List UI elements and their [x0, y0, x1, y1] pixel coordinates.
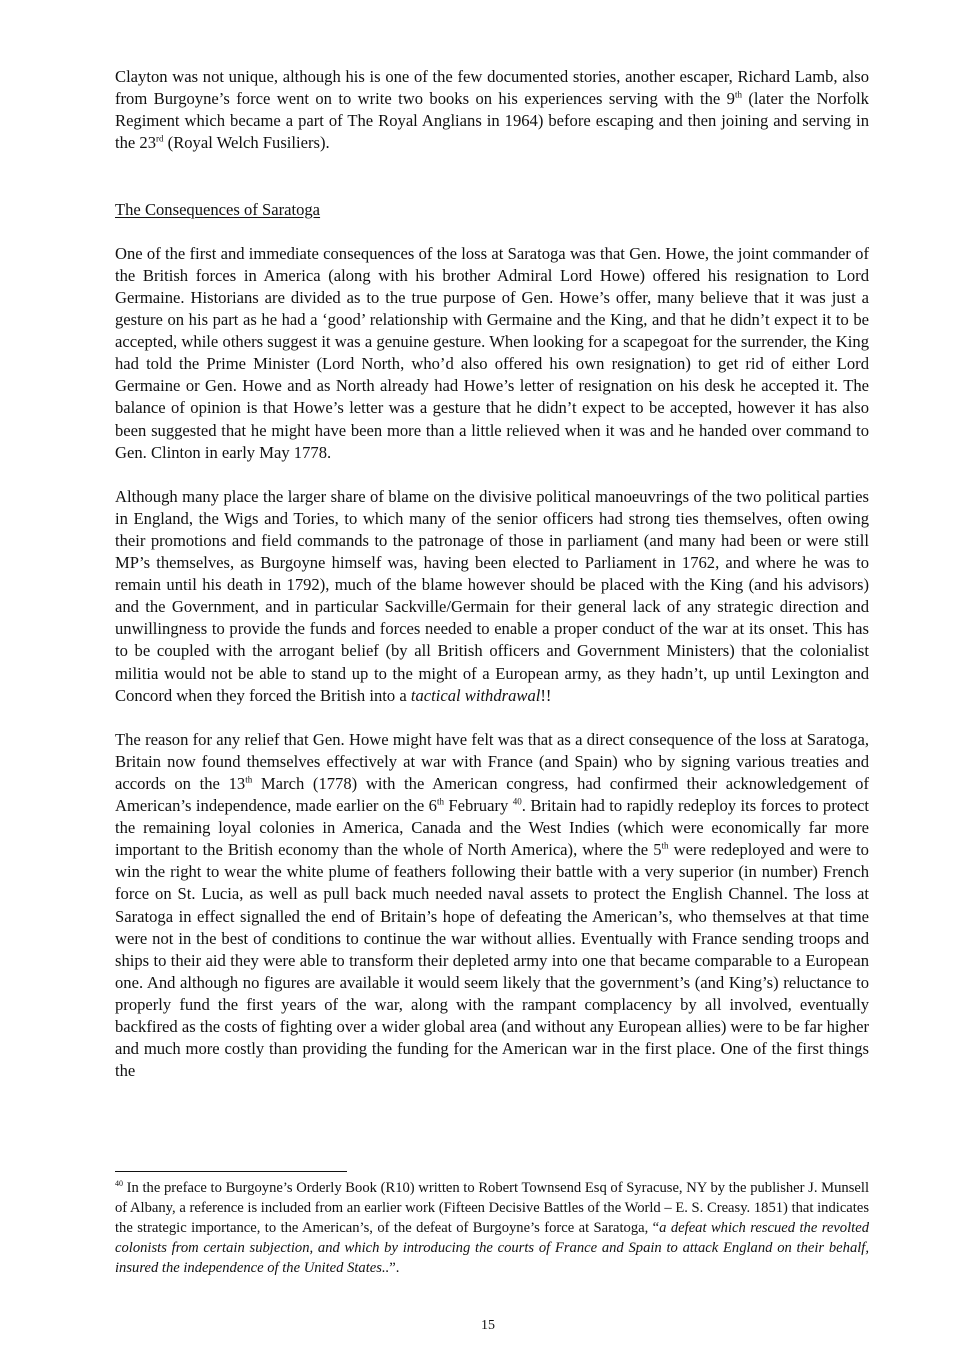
ordinal-suffix: th: [661, 840, 669, 851]
text-run: March (1778) with the American congress, had confirmed their acknowledgement of American’s independence, made earlier on the 6: [115, 774, 870, 816]
text-run: Clayton was not unique, although his is one of the few documented stories, another escaper, Richard Lamb, also from Burgoyne’s force went on to write two books on his experiences serving with the 9: [115, 67, 869, 109]
ordinal-suffix: th: [245, 774, 253, 785]
footnote-separator: [115, 1171, 347, 1172]
ordinal-suffix: rd: [156, 133, 164, 144]
document-body: [115, 66, 869, 1104]
text-run: were redeployed and were to win the right to wear the white plume of feathers following their battle with a very superior (in number) French force on St. Lucia, as well as pull back much needed naval assets to protect the English Channel. The loss at Saratoga in effect signalled the end of Britain’s hope of defeating the American’s, who themselves at that time were not in the best of conditions to continue the war without allies. Eventually with France sending troops and ships to their aid they were able to transform their depleted army into one that became comparable to a European one. And although no figures are available it would seem likely that the government’s (and King’s) reluctance to properly fund the first years of the war, along with the rampant complacency by all involved, eventually backfired as the costs of fighting over a wider global area (and without any European allies) were to be far higher and much more costly than providing the funding for the American war in the first place. One of the first things the: [115, 840, 869, 1081]
ordinal-suffix: th: [734, 89, 742, 100]
ordinal-suffix: th: [436, 796, 444, 807]
blank-line: [115, 176, 869, 198]
paragraph-clayton: [115, 66, 869, 154]
italic-quote: a defeat which rescued the revolted colonists from certain subjection, and which by introducing the courts of France and Spain to attack England on their behalf, insured the independence of the United States..: [115, 1220, 869, 1276]
text-run: !!: [540, 685, 552, 705]
paragraph-consequences: [115, 729, 869, 1083]
text-run: ”.: [389, 1260, 400, 1276]
footnote-reference[interactable]: 40: [512, 796, 522, 807]
text-run: Although many place the larger share of blame on the divisive political manoeuvrings of the two political parties in England, the Wigs and Tories, to which many of the senior officers had strong ties themselves, often owing their promotions and field commands to the patronage of those in parliament (and many had been or were still MP’s themselves, as Burgoyne himself was, having been elected to Parliament in 1762, and where he was to remain until his death in 1792), much of the blame however should be placed with the King (and his advisors) and the Government, and in particular Sackville/Germain for their general lack of any strategic direction and unwillingness to provide the funds and forces needed to enable a proper conduct of the war at its onset. This has to be coupled with the arrogant belief (by all British officers and Government Ministers) that the colonialist militia would not be able to stand up to the might of a European army, as they hadn’t, up until Lexington and Concord when they forced the British into a: [115, 486, 869, 705]
footnote-marker: 40: [115, 1179, 123, 1189]
section-heading: The Consequences of Saratoga: [115, 199, 321, 219]
paragraph-blame: [115, 486, 869, 707]
paragraph-howe-resignation: One of the first and immediate consequences of the loss at Saratoga was that Gen. Howe, the joint commander of the British forces in America (along with his brother Admiral Lord Howe) offered his resignation to Lord Germaine. Historians are divided as to the true purpose of Gen. Howe’s offer, many believe that it was just a gesture on his part as he had a ‘good’ relationship with Germaine and the King, and that he didn’t expect it to be accepted, while others suggest it was a genuine gesture. When looking for a scapegoat for the surrender, the King had told the Prime Minister (Lord North, who’d also offered his own resignation) to get rid of either Lord Germaine or Gen. Howe and as North already had Howe’s letter of resignation on his desk he accepted it. The balance of opinion is that Howe’s letter was a gesture that he didn’t expect to be accepted, however it has also been suggested that he might have been more than a little relieved when it was and he handed over command to Gen. Clinton in early May 1778.: [115, 243, 869, 462]
text-run: In the preface to Burgoyne’s Orderly Book (R10) written to Robert Townsend Esq of Syracuse, NY by the publisher J. Munsell of Albany, a reference is included from an earlier work (Fifteen Decisive Battles of the World – E. S. Creasy. 1851) that indicates the strategic importance, to the American’s, of the defeat of Burgoyne’s force at Saratoga, “: [115, 1180, 869, 1236]
page-number: 15: [481, 1318, 495, 1333]
text-run: The reason for any relief that Gen. Howe might have felt was that as a direct consequence of the loss at Saratoga, Britain now found themselves effectively at war with France (and Spain) who by signing various treaties and accords on the 13: [115, 729, 869, 793]
text-run: (later the Norfolk Regiment which became a part of The Royal Anglians in 1964) before escaping and then joining and serving in the 23: [115, 89, 869, 153]
text-run: (Royal Welch Fusiliers).: [163, 133, 330, 153]
text-run: February: [443, 796, 513, 816]
italic-emphasis: tactical withdrawal: [410, 685, 541, 705]
text-run: . Britain had to rapidly redeploy its forces to protect the remaining loyal colonies in America, Canada and the West Indies (which were economically far more important to the British economy than the whole of North America), where the 5: [115, 796, 870, 860]
footnote-40: [115, 1178, 869, 1278]
